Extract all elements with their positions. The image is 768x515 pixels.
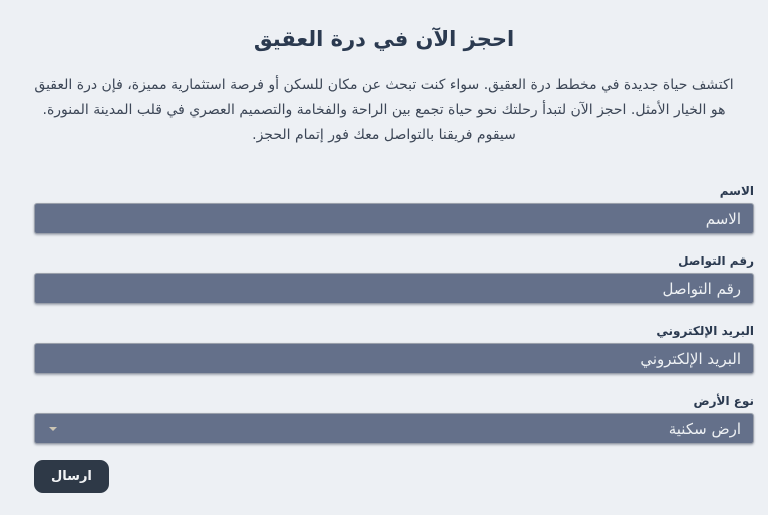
submit-button[interactable]: ارسال (34, 460, 109, 493)
submit-row (34, 460, 754, 493)
land-type-label: نوع الأرض (693, 394, 754, 408)
phone-label: رقم التواصل (678, 254, 754, 268)
page-title: احجز الآن في درة العقيق (253, 27, 515, 51)
page-description-main: اكتشف حياة جديدة في مخطط درة العقيق. سواء كنت تبحث عن مكان للسكن أو فرصة استثمارية مميزة، فإن درة العقيق هو الخيار الأمثل. احجز الآن لتبدأ رحلتك نحو حياة تجمع بين الراحة والفخامة والتصميم العصري في قلب المدينة المنورة. (34, 77, 734, 118)
land-type-select[interactable] (34, 413, 754, 444)
name-label: الاسم (719, 184, 754, 198)
page-description-note: سيقوم فريقنا بالتواصل معك فور إتمام الحجز. (252, 127, 516, 143)
phone-input[interactable] (34, 273, 754, 304)
email-field-block (34, 324, 754, 374)
phone-field-block (34, 254, 754, 304)
page-description (32, 73, 736, 148)
name-input[interactable] (34, 203, 754, 234)
land-type-field-block (34, 394, 754, 444)
land-type-select-wrap (34, 413, 754, 444)
email-input[interactable] (34, 343, 754, 374)
booking-form (34, 184, 754, 444)
email-label: البريد الإلكتروني (656, 324, 754, 338)
name-field-block (34, 184, 754, 234)
